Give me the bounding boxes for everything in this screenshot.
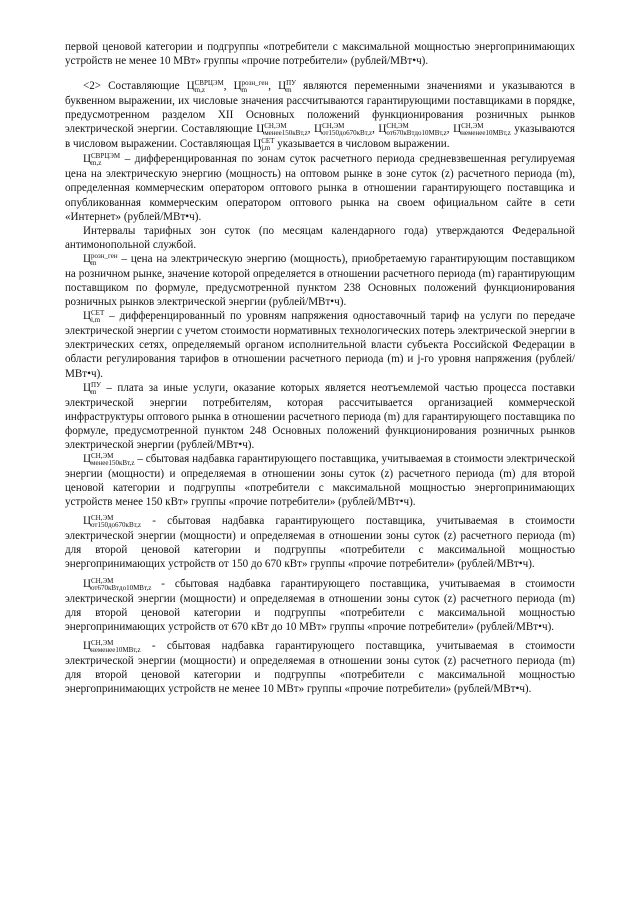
symbol-c-pu: Ц ПУ m [83, 380, 102, 396]
definition-set: Ц СЕТ i,m – дифференцированный по уровням напряжения одноставочный тариф на услуги по передаче электрической энергии с учетом стоимости нормативных технологических потерь электрической энергии в электрических сетях, определяемый органом исполнительной власти субъекта Российской Федерации в области регулирования тарифов в отношении расчетного периода (m) и j-го уровня напряжения (рублей/МВт•ч). [65, 309, 575, 380]
paragraph-gap [65, 68, 575, 79]
definition-sn-670-10: Ц СН,ЭМ от670кВтдо10МВт,z - сбытовая надбавка гарантирующего поставщика, учитываемая в стоимости электрической энергии (мощности) и определяемая в отношении зоны суток (z) расчетного периода (m) для второй ценовой категории и подгруппы «потребители с максимальной мощностью энергопринимающих устройств от 670 кВт до 10 МВт» группы «прочие потребители» (рублей/МВт•ч). [65, 576, 575, 633]
definition-sn-150-670: Ц СН,ЭМ от150до670кВт,z - сбытовая надбавка гарантирующего поставщика, учитываемая в стоимости электрической энергии (мощности) и определяемая в отношении зоны суток (z) расчетного периода (m) для второй ценовой категории и подгруппы «потребители с максимальной мощностью энергопринимающих устройств от 150 до 670 кВт» группы «прочие потребители» (рублей/МВт•ч). [65, 514, 575, 571]
symbol-c-svrcem: Ц СВРЦЭМ m,z [186, 79, 224, 95]
symbol-c-svrcem: Ц СВРЦЭМ m,z [83, 152, 121, 168]
definition-pu: Ц ПУ m – плата за иные услуги, оказание которых является неотъемлемой частью процесса поставки электрической энергии потребителям, которая рассчитывается организацией коммерческой инфраструктуры оптового рынка в отношении расчетного периода (m) для гарантирующего поставщика по формуле, предусмотренной пунктом 248 Основных положений функционирования розничных рынков электрической энергии (рублей/МВт•ч). [65, 380, 575, 451]
symbol-c-set: Ц СЕТ j,m [253, 137, 275, 153]
symbol-c-sn-670-10: Ц СН,ЭМ от670кВтдо10МВт,z [83, 576, 152, 592]
symbol-c-sn-10: Ц СН,ЭМ неменее10МВт,z [453, 122, 511, 138]
symbol-c-rozn-gen: Ц розн_ген m [83, 251, 118, 267]
footnote-text: <2> Составляющие [83, 80, 187, 93]
definition-rozn-gen: Ц розн_ген m – цена на электрическую энергию (мощность), приобретаемую гарантирующим поставщиком на розничном рынке, значение которой определяется в отношении расчетного периода (m) гарантирующим поставщиком по формуле, предусмотренной пунктом 238 Основных положений функционирования розничных рынков электрической энергии (рублей/МВт•ч). [65, 251, 575, 309]
symbol-c-pu: Ц ПУ m [278, 79, 297, 95]
symbol-c-sn-670-10: Ц СН,ЭМ от670кВтдо10МВт,z [378, 122, 447, 138]
symbol-c-rozn-gen: Ц розн_ген m [233, 79, 269, 95]
definition-sn-150: Ц СН,ЭМ менее150кВт,z – сбытовая надбавка гарантирующего поставщика, учитываемая в стоимости электрической энергии (мощности) и определяемая в отношении зоны суток (z) расчетного периода (m) для второй ценовой категории и подгруппы «потребители с максимальной мощностью энергопринимающих устройств менее 150 кВт» группы «прочие потребители» (рублей/МВт•ч). [65, 451, 575, 509]
symbol-c-set: Ц СЕТ i,m [83, 309, 105, 325]
symbol-c-sn-150: Ц СН,ЭМ менее150кВт,z [83, 451, 135, 467]
symbol-c-sn-150-670: Ц СН,ЭМ от150до670кВт,z [83, 514, 142, 530]
symbol-c-sn-150-670: Ц СН,ЭМ от150до670кВт,z [314, 122, 373, 138]
definition-sn-10: Ц СН,ЭМ неменее10МВт,z - сбытовая надбавка гарантирующего поставщика, учитываемая в стоимости электрической энергии (мощности) и определяемая в отношении зоны суток (z) расчетного периода (m) для второй ценовой категории и подгруппы «потребители с максимальной мощностью энергопринимающих устройств не менее 10 МВт» группы «прочие потребители» (рублей/МВт•ч). [65, 638, 575, 695]
tariff-zones-note: Интервалы тарифных зон суток (по месяцам календарного года) утверждаются Федеральной антимонопольной службой. [65, 224, 575, 251]
symbol-c-sn-150: Ц СН,ЭМ менее150кВт,z [256, 122, 308, 138]
symbol-c-sn-10: Ц СН,ЭМ неменее10МВт,z [83, 638, 141, 654]
paragraph-continuation: первой ценовой категории и подгруппы «потребители с максимальной мощностью энергопринимающих устройств не менее 10 МВт» группы «прочие потребители» (рублей/МВт•ч). [65, 41, 575, 68]
footnote-2-paragraph: <2> Составляющие Ц СВРЦЭМ m,z , Ц розн_ген m , Ц ПУ m являются переменными значениями и указываются в буквенном выражении, их числовые значения рассчитываются гарантирующими поставщиками в порядке, предусмотренном разделом XII Основных положений функционирования розничных рынков электрической энергии. Составляющие Ц СН,ЭМ менее150кВт,z , Ц СН,ЭМ от150до670кВт,z , Ц СН,ЭМ от670кВтдо10МВт,z , Ц СН,ЭМ неменее10МВт,z указываются в числовом выражении. Составляющая Ц СЕТ j,m указывается в числовом выражении. [65, 79, 575, 153]
definition-svrcem: Ц СВРЦЭМ m,z – дифференцированная по зонам суток расчетного периода средневзвешенная регулируемая цена на электрическую энергию (мощность) на оптовом рынке в зоне суток (z) расчетного периода (m), определенная коммерческим оператором оптового рынка в отношении гарантирующего поставщика и опубликованная коммерческим оператором оптового рынка на своем официальном сайте в сети «Интернет» (рублей/МВт•ч). [65, 152, 575, 223]
